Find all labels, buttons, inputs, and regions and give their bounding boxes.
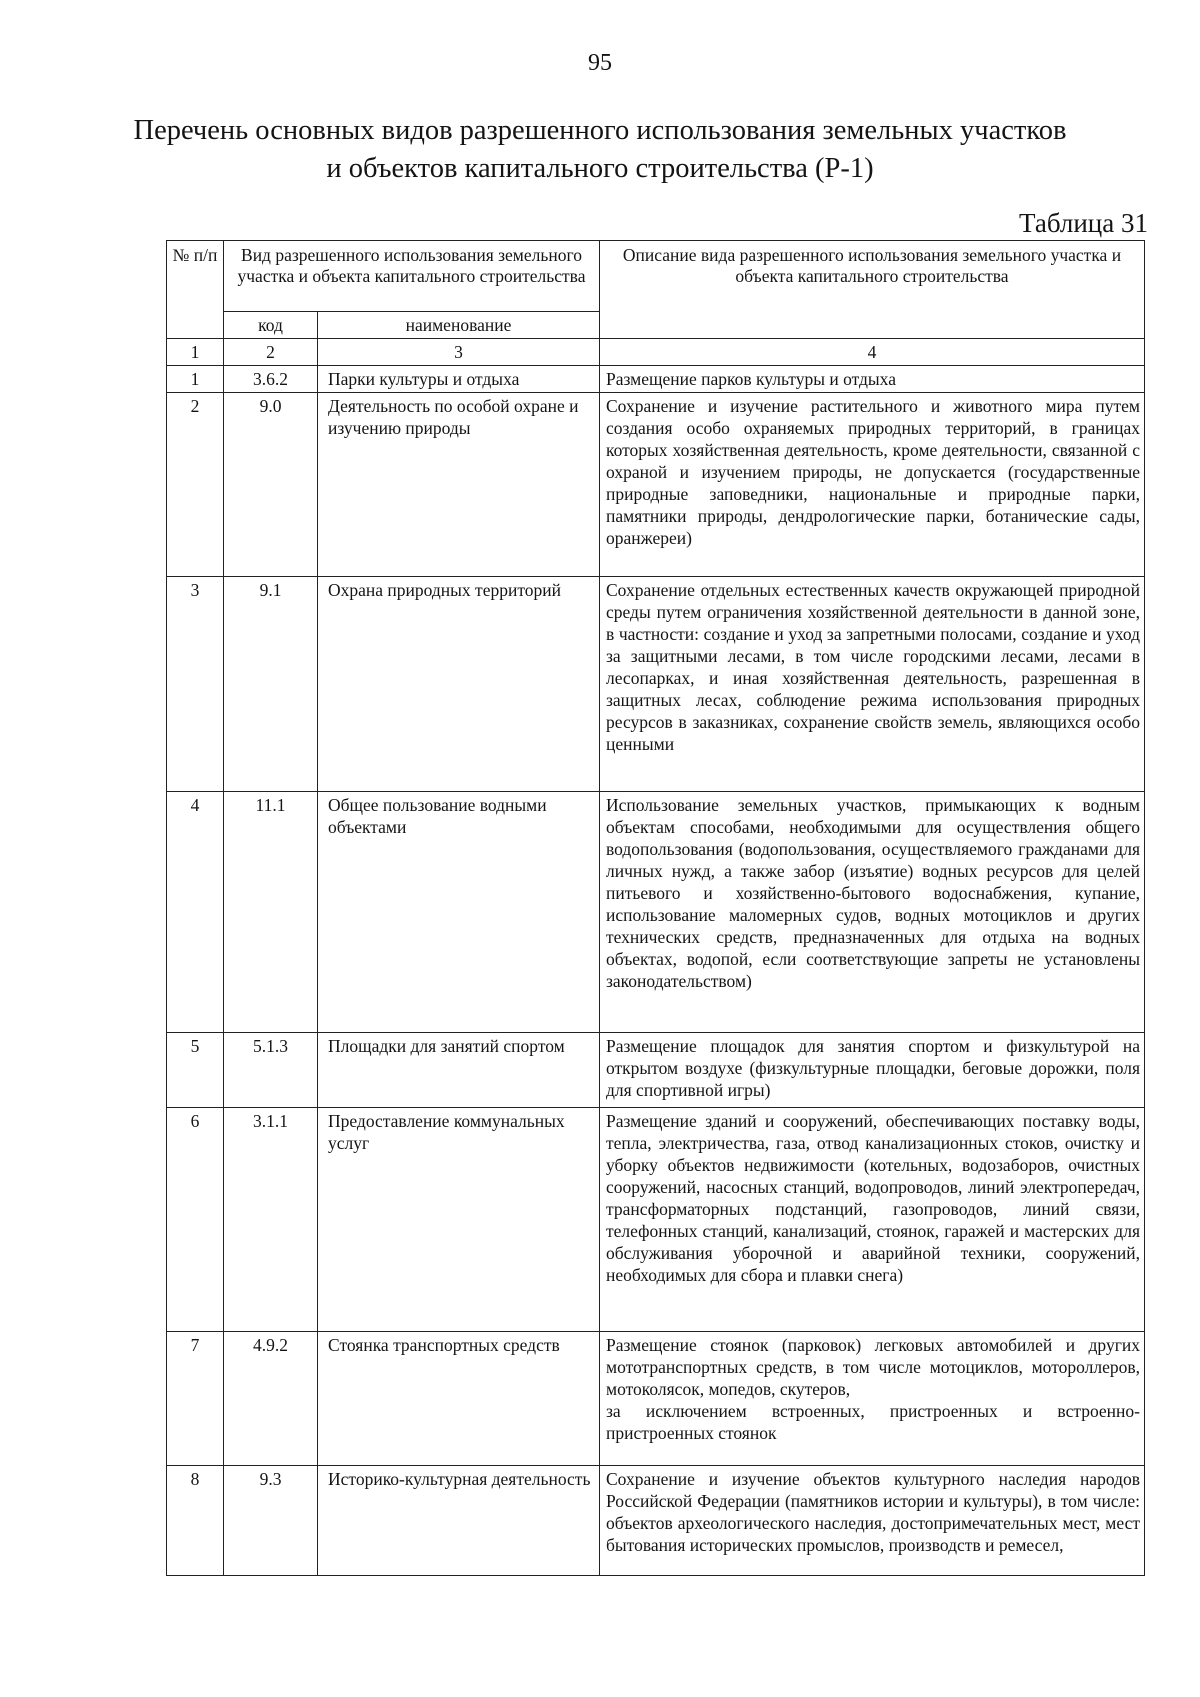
- row-name: Общее пользование водными объектами: [318, 792, 600, 1033]
- row-code: 9.0: [224, 393, 318, 577]
- table-caption: Таблица 31: [1019, 208, 1148, 238]
- row-description: Сохранение и изучение растительного и животного мира путем создания особо охраняемых природных территорий, в границах которых хозяйственная деятельность, кроме деятельности, связанной с охраной и изучением природы, не допускается (государственные природные заповедники, национальные и природные парки, памятники природы, дендрологические парки, ботанические сады, оранжереи): [600, 393, 1145, 577]
- column-number-3: 3: [318, 339, 600, 366]
- document-title-line-1: Перечень основных видов разрешенного использования земельных участков: [133, 115, 1067, 146]
- row-name: Охрана природных территорий: [318, 577, 600, 792]
- row-description: Сохранение и изучение объектов культурного наследия народов Российской Федерации (памятников истории и культуры), в том числе: объектов археологического наследия, достопримечательных мест, мест бытования исторических промыслов, производств и ремесел,: [600, 1466, 1145, 1576]
- table-row: [167, 1033, 1145, 1108]
- document-title: [120, 112, 1080, 188]
- row-code: 3.1.1: [224, 1108, 318, 1332]
- table-row: [167, 1108, 1145, 1332]
- row-num: 2: [167, 393, 224, 577]
- table-row: [167, 577, 1145, 792]
- column-number-2: 2: [224, 339, 318, 366]
- column-number-4: 4: [600, 339, 1145, 366]
- table-row: [167, 792, 1145, 1033]
- row-description: Сохранение отдельных естественных качеств окружающей природной среды путем ограничения хозяйственной деятельности в данной зоне, в частности: создание и уход за запретными полосами, создание и уход за защитными лесами, в том числе городскими лесами, лесами в лесопарках, и иная хозяйственная деятельность, разрешенная в защитных лесах, соблюдение режима использования природных ресурсов в заказниках, сохранение свойств земель, являющихся особо ценными: [600, 577, 1145, 792]
- row-name: Историко-культурная деятельность: [318, 1466, 600, 1576]
- column-number-1: 1: [167, 339, 224, 366]
- table-row: [167, 393, 1145, 577]
- row-description: [600, 1332, 1145, 1466]
- row-description: Размещение площадок для занятия спортом и физкультурой на открытом воздухе (физкультурные площадки, беговые дорожки, поля для спортивной игры): [600, 1033, 1145, 1108]
- row-code: 5.1.3: [224, 1033, 318, 1108]
- row-num: 4: [167, 792, 224, 1033]
- document-title-line-2: и объектов капитального строительства (Р-1): [326, 153, 874, 184]
- row-num: 5: [167, 1033, 224, 1108]
- row-code: 9.3: [224, 1466, 318, 1576]
- row-description-part-2: за исключением встроенных, пристроенных и встроенно-пристроенных стоянок: [606, 1401, 1140, 1443]
- header-description: Описание вида разрешенного использования земельного участка и объекта капитального строительства: [600, 241, 1145, 339]
- header-num: № п/п: [167, 241, 224, 339]
- row-name: Предоставление коммунальных услуг: [318, 1108, 600, 1332]
- header-name: наименование: [318, 312, 600, 339]
- row-name: Стоянка транспортных средств: [318, 1332, 600, 1466]
- row-code: 4.9.2: [224, 1332, 318, 1466]
- row-num: 6: [167, 1108, 224, 1332]
- table-row: [167, 1332, 1145, 1466]
- table-row: [167, 1466, 1145, 1576]
- row-num: 3: [167, 577, 224, 792]
- row-name: Площадки для занятий спортом: [318, 1033, 600, 1108]
- row-description: Размещение зданий и сооружений, обеспечивающих поставку воды, тепла, электричества, газа, отвод канализационных стоков, очистку и уборку объектов недвижимости (котельных, водозаборов, очистных сооружений, насосных станций, водопроводов, линий электропередач, трансформаторных подстанций, газопроводов, линий связи, телефонных станций, канализаций, стоянок, гаражей и мастерских для обслуживания уборочной и аварийной техники, сооружений, необходимых для сбора и плавки снега): [600, 1108, 1145, 1332]
- row-description: Использование земельных участков, примыкающих к водным объектам способами, необходимыми для осуществления общего водопользования (водопользования, осуществляемого гражданами для личных нужд, а также забор (изъятие) водных ресурсов для целей питьевого и хозяйственно-бытового водоснабжения, купание, использование маломерных судов, водных мотоциклов и других технических средств, предназначенных для отдыха на водных объектах, водопой, если соответствующие запреты не установлены законодательством): [600, 792, 1145, 1033]
- page-number: 95: [588, 50, 612, 76]
- row-code: 3.6.2: [224, 366, 318, 393]
- header-code: код: [224, 312, 318, 339]
- row-description-part-1: Размещение стоянок (парковок) легковых автомобилей и других мототранспортных средств, в том числе мотоциклов, мотороллеров, мотоколясок, мопедов, скутеров,: [606, 1335, 1140, 1399]
- row-num: 7: [167, 1332, 224, 1466]
- land-use-table: [166, 240, 1145, 1576]
- table-row: [167, 366, 1145, 393]
- row-num: 8: [167, 1466, 224, 1576]
- row-num: 1: [167, 366, 224, 393]
- row-code: 9.1: [224, 577, 318, 792]
- row-name: Парки культуры и отдыха: [318, 366, 600, 393]
- row-code: 11.1: [224, 792, 318, 1033]
- row-name: Деятельность по особой охране и изучению природы: [318, 393, 600, 577]
- row-description: Размещение парков культуры и отдыха: [600, 366, 1145, 393]
- header-type-group: Вид разрешенного использования земельного участка и объекта капитального строительства: [224, 241, 600, 312]
